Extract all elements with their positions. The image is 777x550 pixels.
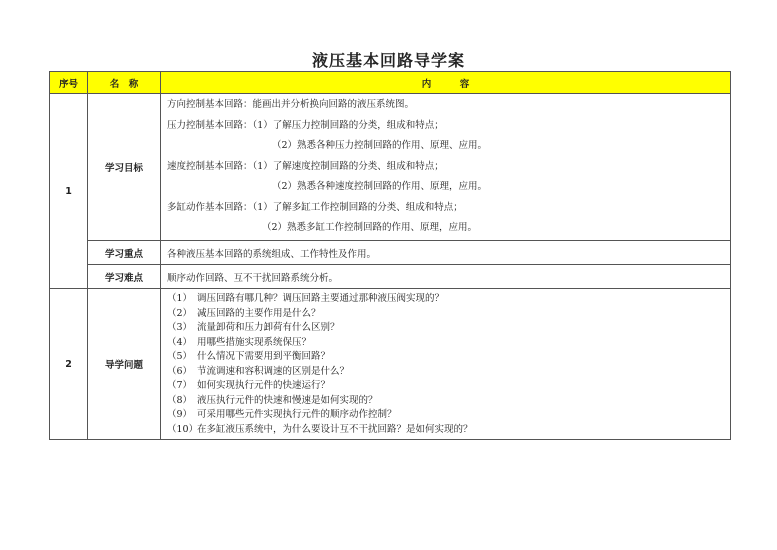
guide-questions-label: 导学问题 (88, 289, 161, 440)
objective-line: 压力控制基本回路：（1）了解压力控制回路的分类，组成和特点； (167, 119, 444, 131)
question-text: 减压回路的主要作用是什么？ (197, 307, 321, 319)
guide-questions-content (161, 289, 731, 440)
question-number: （6） (167, 365, 193, 377)
question-item (167, 394, 730, 409)
question-text: 调压回路有哪几种？调压回路主要通过那种液压阀实现的？ (197, 293, 445, 304)
question-number: （3） (167, 322, 193, 333)
header-name: 名 称 (88, 72, 161, 94)
question-number: （9） (167, 409, 193, 420)
objective-line: 速度控制基本回路：（1）了解速度控制回路的分类、组成和特点； (167, 160, 444, 172)
question-text: 流量卸荷和压力卸荷有什么区别？ (197, 322, 340, 333)
question-item (167, 321, 730, 336)
objective-line: （2）熟悉各种压力控制回路的作用、原理、应用。 (272, 140, 488, 152)
question-text: 可采用哪些元件实现执行元件的顺序动作控制？ (197, 409, 397, 420)
question-text: 用哪些措施实现系统保压？ (197, 336, 312, 348)
question-item (167, 365, 730, 380)
objectives-label: 学习目标 (88, 94, 161, 241)
question-text: 什么情况下需要用到平衡回路？ (197, 351, 331, 362)
table-row (50, 241, 731, 265)
key-points-label: 学习重点 (88, 241, 161, 265)
objective-line: 方向控制基本回路：能画出并分析换向回路的液压系统图。 (167, 99, 415, 111)
question-item (167, 336, 730, 351)
question-number: （8） (167, 394, 193, 406)
question-item (167, 379, 730, 394)
question-number: （2） (167, 307, 193, 319)
question-item (167, 408, 730, 423)
question-number: （1） (167, 293, 193, 304)
table-row (50, 265, 731, 289)
question-text: 在多缸液压系统中，为什么要设计互不干扰回路？是如何实现的？ (197, 423, 473, 435)
page-title: 液压基本回路导学案 (311, 51, 465, 70)
question-text: 节流调速和容积调速的区别是什么？ (197, 365, 350, 377)
header-content: 内 容 (161, 72, 731, 94)
question-number: （7） (167, 380, 193, 391)
section-2-number: 2 (50, 289, 88, 440)
question-number: （4） (167, 336, 193, 348)
question-number: （10） (167, 423, 199, 435)
question-text: 如何实现执行元件的快速运行？ (197, 380, 331, 391)
question-item (167, 307, 730, 322)
table-header-row (50, 72, 731, 94)
question-item (167, 423, 730, 438)
objective-line: （2）熟悉各种速度控制回路的作用、原理，应用。 (272, 181, 488, 193)
objective-line: （2）熟悉多缸工作控制回路的作用、原理，应用。 (262, 222, 478, 234)
question-number: （5） (167, 351, 193, 362)
difficult-points-label: 学习难点 (88, 265, 161, 289)
objective-line: 多缸动作基本回路：（1）了解多缸工作控制回路的分类、组成和特点； (167, 201, 463, 213)
header-number: 序号 (50, 72, 88, 94)
section-1-number: 1 (50, 94, 88, 289)
table-row (50, 94, 731, 241)
table-row (50, 289, 731, 440)
study-guide-table (49, 71, 731, 440)
question-item (167, 350, 730, 365)
question-text: 液压执行元件的快速和慢速是如何实现的？ (197, 394, 378, 406)
question-item (167, 292, 730, 307)
objectives-content (161, 94, 731, 241)
difficult-points-content: 顺序动作回路、互不干扰回路系统分析。 (161, 265, 731, 289)
key-points-content: 各种液压基本回路的系统组成、工作特性及作用。 (161, 241, 731, 265)
